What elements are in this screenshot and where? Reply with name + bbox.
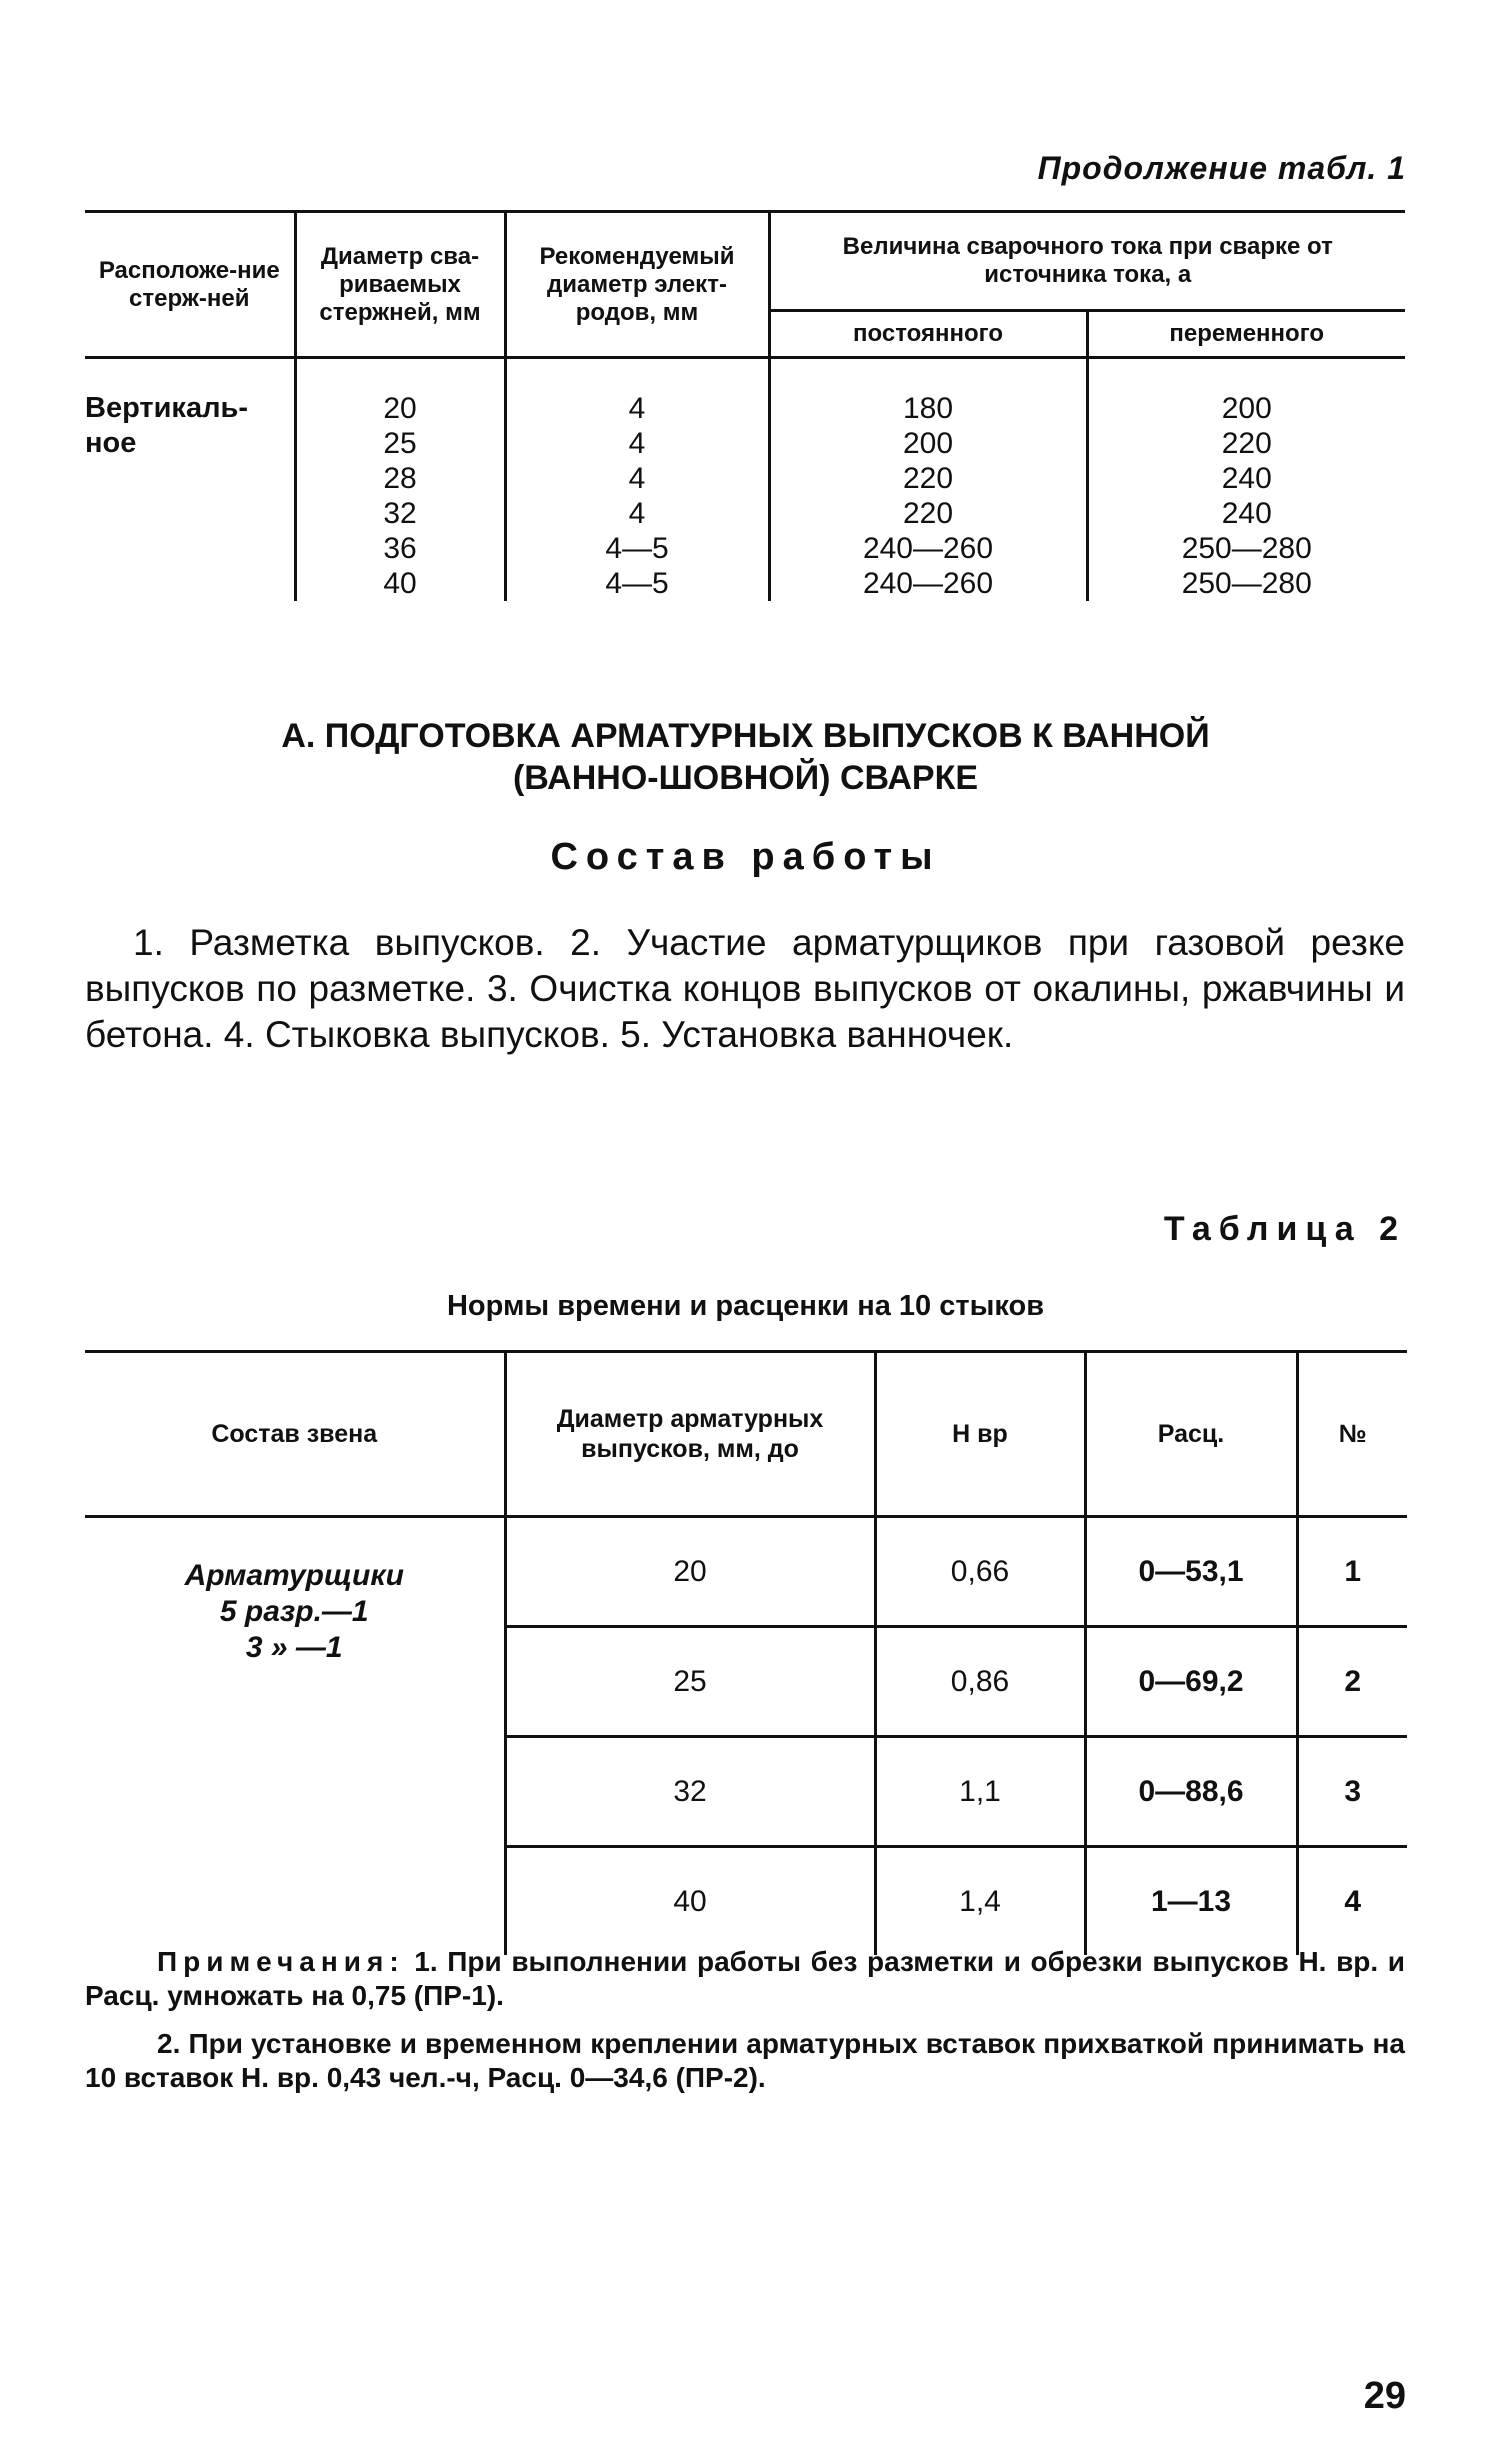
rod-diameter-column: [295, 358, 505, 602]
header-team: Состав звена: [85, 1352, 505, 1517]
header-alternating-current: переменного: [1087, 311, 1405, 358]
work-description: 1. Разметка выпусков. 2. Участие арматурщиков при газовой резке выпусков по разметке. 3. Очистка концов выпусков от окалины, ржавчины и бетона. 4. Стыковка выпусков. 5. Установка ванночек.: [85, 922, 1405, 1055]
section-title: [0, 715, 1491, 799]
electrode-diameter-value: 4—5: [605, 532, 669, 565]
number-cell: 1: [1297, 1517, 1407, 1627]
team-cell: [85, 1517, 505, 1956]
table2-label: Таблица 2: [1163, 1210, 1406, 1248]
number-cell: 4: [1344, 1884, 1362, 1918]
rod-diameter-value: 20: [383, 392, 417, 425]
section-title-line: А. ПОДГОТОВКА АРМАТУРНЫХ ВЫПУСКОВ К ВАННОЙ: [281, 717, 1210, 755]
number-cell: 2: [1297, 1627, 1407, 1737]
rate-cell: 1—13: [1085, 1847, 1297, 1956]
header-rate: Расц.: [1085, 1352, 1297, 1517]
alternating-current-value: 250—280: [1181, 532, 1312, 565]
time-norm-cell: 1,1: [875, 1737, 1085, 1847]
time-norm-cell: 1,4: [875, 1847, 1085, 1956]
electrode-diameter-column: [505, 358, 769, 602]
rate-cell: 0—88,6: [1085, 1737, 1297, 1847]
header-location: Расположе-ние стерж-ней: [85, 212, 295, 358]
diameter-cell: 40: [505, 1847, 875, 1956]
note-1-text: 1. При выполнении работы без разметки и обрезки выпусков Н. вр. и Расц. умножать на 0,75 (ПР-1).: [85, 1946, 1406, 2011]
direct-current-column: [769, 358, 1087, 602]
alternating-current-value: 220: [1221, 427, 1272, 460]
diameter-cell: 32: [505, 1737, 875, 1847]
table-row: [85, 358, 1405, 602]
electrode-diameter-value: 4: [628, 462, 646, 495]
rate-cell: 0—69,2: [1085, 1627, 1297, 1737]
alternating-current-value: 200: [1221, 392, 1272, 425]
time-norms-table: [85, 1350, 1407, 1955]
team-line: 3 » —1: [245, 1631, 343, 1664]
electrode-diameter-value: 4: [628, 497, 646, 530]
note-2: 2. При установке и временном креплении арматурных вставок прихваткой принимать на 10 вставок Н. вр. 0,43 чел.-ч, Расц. 0—34,6 (ПР-2).: [85, 2028, 1405, 2093]
direct-current-value: 220: [902, 497, 954, 530]
header-number: №: [1297, 1352, 1407, 1517]
continuation-label: Продолжение табл. 1: [1037, 150, 1406, 186]
diameter-cell: 20: [505, 1517, 875, 1627]
rod-diameter-value: 32: [383, 497, 417, 530]
page-number: 29: [1363, 2375, 1406, 2417]
time-norm-cell: 0,66: [875, 1517, 1085, 1627]
section-title-line: (ВАННО-ШОВНОЙ) СВАРКЕ: [512, 759, 979, 797]
header-electrode-diameter: Рекомендуемый диаметр элект-родов, мм: [505, 212, 769, 358]
alternating-current-value: 250—280: [1181, 567, 1312, 600]
rod-diameter-value: 25: [383, 427, 417, 460]
header-time-norm: Н вр: [875, 1352, 1085, 1517]
direct-current-value: 180: [902, 392, 954, 425]
header-rod-diameter: Диаметр сва-риваемых стержней, мм: [295, 212, 505, 358]
header-current: Величина сварочного тока при сварке от источника тока, а: [769, 212, 1405, 311]
alternating-current-value: 240: [1221, 497, 1272, 530]
notes: [85, 1945, 1405, 2109]
header-direct-current: постоянного: [769, 311, 1087, 358]
alternating-current-column: [1087, 358, 1405, 602]
rate-cell: 0—53,1: [1085, 1517, 1297, 1627]
table-row: [85, 1517, 1407, 1627]
team-line: Арматурщики: [184, 1559, 404, 1592]
welding-current-table: [85, 210, 1405, 601]
diameter-cell: 25: [505, 1627, 875, 1737]
direct-current-value: 220: [902, 462, 954, 495]
location-cell: Вертикаль-ное: [85, 358, 295, 602]
electrode-diameter-value: 4: [628, 427, 646, 460]
work-heading: Состав работы: [550, 836, 941, 878]
rod-diameter-value: 40: [383, 567, 417, 600]
electrode-diameter-value: 4—5: [605, 567, 669, 600]
electrode-diameter-value: 4: [628, 392, 646, 425]
direct-current-value: 240—260: [862, 532, 994, 565]
number-cell: 3: [1297, 1737, 1407, 1847]
rod-diameter-value: 28: [383, 462, 417, 495]
direct-current-value: 240—260: [862, 567, 994, 600]
header-diameter: Диаметр арматурных выпусков, мм, до: [505, 1352, 875, 1517]
team-line: 5 разр.—1: [219, 1595, 369, 1628]
direct-current-value: 200: [902, 427, 954, 460]
notes-label: Примечания:: [157, 1946, 405, 1977]
rod-diameter-value: 36: [383, 532, 417, 565]
time-norm-cell: 0,86: [875, 1627, 1085, 1737]
note-1: [85, 1945, 1405, 2013]
table2-title: Нормы времени и расценки на 10 стыков: [446, 1290, 1045, 1322]
alternating-current-value: 240: [1221, 462, 1272, 495]
